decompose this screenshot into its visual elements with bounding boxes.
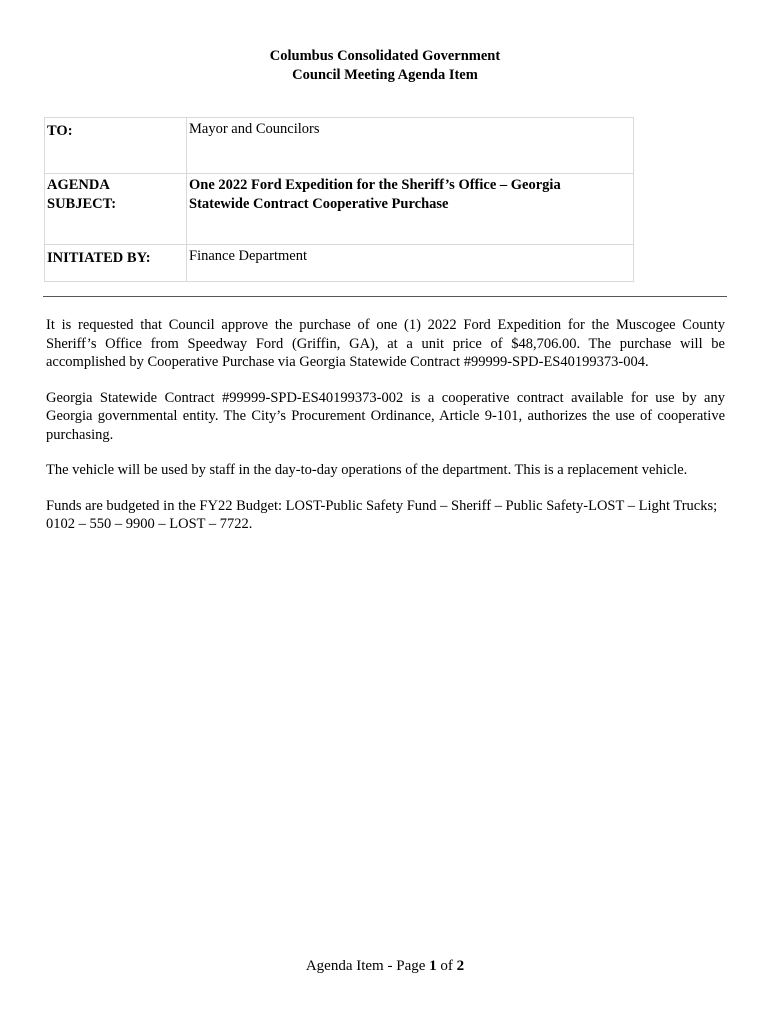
footer-page-total: 2 — [456, 958, 465, 974]
subject-value — [187, 174, 634, 245]
document-header — [0, 47, 770, 85]
government-name: Columbus Consolidated Government — [269, 48, 501, 64]
document-type: Council Meeting Agenda Item — [292, 67, 478, 83]
page-footer — [0, 958, 770, 975]
body-paragraph-funding: Funds are budgeted in the FY22 Budget: LOST-Public Safety Fund – Sheriff – Public Safety-LOST – Light Trucks; 0102 – 550 – 9900 – LOST – 7722. — [46, 497, 718, 532]
agenda-body — [46, 316, 725, 551]
footer-of: of — [436, 958, 457, 974]
footer-page-number: 1 — [429, 958, 437, 974]
to-label: TO: — [45, 118, 187, 174]
meta-row-subject — [45, 174, 634, 245]
body-paragraph-request: It is requested that Council approve the purchase of one (1) 2022 Ford Expedition for the Muscogee County Sheriff’s Office from Speedway Ford (Griffin, GA), at a unit price of $48,706.00. The purchase will be accomplished by Cooperative Purchase via Georgia Statewide Contract #99999-SPD-ES40199373-004. — [46, 317, 725, 370]
body-paragraph-vehicle-use: The vehicle will be used by staff in the day-to-day operations of the department. This is a replacement vehicle. — [46, 462, 688, 478]
subject-label-line2: SUBJECT: — [47, 196, 117, 212]
initiated-value: Finance Department — [187, 245, 634, 282]
to-value: Mayor and Councilors — [187, 118, 634, 174]
agenda-meta-table — [44, 117, 634, 282]
body-paragraph-contract: Georgia Statewide Contract #99999-SPD-ES40199373-002 is a cooperative contract available for use by any Georgia governmental entity. The City’s Procurement Ordinance, Article 9-101, authorizes the use of cooperative purchasing. — [46, 389, 725, 443]
meta-row-initiated — [45, 245, 634, 282]
meta-row-to — [45, 118, 634, 174]
section-divider — [43, 296, 727, 297]
subject-value-line2: Statewide Contract Cooperative Purchase — [189, 196, 449, 212]
initiated-label: INITIATED BY: — [45, 245, 187, 282]
subject-label — [45, 174, 187, 245]
footer-prefix: Agenda Item - Page — [305, 958, 430, 974]
subject-value-line1: One 2022 Ford Expedition for the Sheriff’s Office – Georgia — [189, 177, 561, 193]
subject-label-line1: AGENDA — [47, 177, 110, 193]
